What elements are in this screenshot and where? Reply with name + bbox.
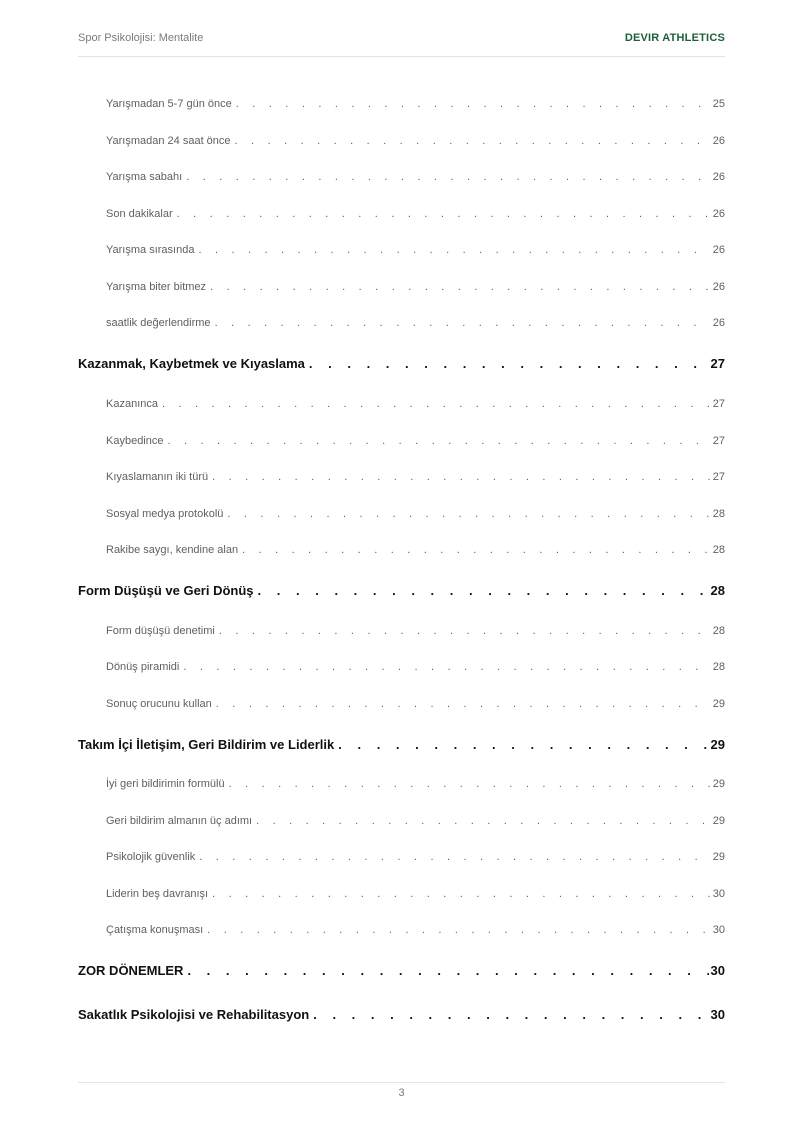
toc-entry-page: 29 (712, 778, 725, 790)
dot-leader (309, 356, 709, 371)
dot-leader (212, 888, 711, 900)
document-title: Spor Psikolojisi: Mentalite (78, 32, 204, 44)
dot-leader (187, 963, 708, 978)
dot-leader (186, 171, 711, 183)
toc-section-page: 27 (710, 356, 725, 371)
toc-section-page: 30 (710, 963, 725, 978)
toc-entry-title: Sosyal medya protokolü (106, 508, 224, 520)
toc-entry[interactable] (106, 807, 725, 827)
dot-leader (212, 471, 711, 483)
toc-entry-title: Yarışmadan 5-7 gün önce (106, 98, 232, 110)
toc-entry[interactable] (106, 653, 725, 673)
toc-entry[interactable] (106, 163, 725, 183)
dot-leader (210, 281, 711, 293)
toc-entry[interactable] (106, 390, 725, 410)
toc-entry-page: 26 (712, 317, 725, 329)
toc-entry-title: İyi geri bildirimin formülü (106, 778, 225, 790)
toc-section-title: Form Düşüşü ve Geri Dönüş (78, 583, 254, 598)
toc-entry-page: 27 (712, 435, 725, 447)
toc-entry[interactable] (106, 536, 725, 556)
dot-leader (216, 698, 711, 710)
toc-entry[interactable] (106, 427, 725, 447)
toc-entry[interactable] (106, 463, 725, 483)
toc-entry-page: 25 (712, 98, 725, 110)
toc-entry-title: Çatışma konuşması (106, 924, 204, 936)
dot-leader (198, 244, 710, 256)
dot-leader (256, 815, 711, 827)
toc-section-entry[interactable] (78, 1002, 725, 1022)
dot-leader (219, 625, 711, 637)
toc-entry-page: 27 (712, 471, 725, 483)
toc-entry-title: Yarışma biter bitmez (106, 281, 207, 293)
dot-leader (183, 661, 710, 673)
toc-entry-page: 26 (712, 171, 725, 183)
toc-entry-title: Sonuç orucunu kullan (106, 698, 212, 710)
toc-entry-page: 28 (712, 508, 725, 520)
toc-entry-page: 26 (712, 208, 725, 220)
toc-entry-title: Yarışma sabahı (106, 171, 183, 183)
dot-leader (215, 317, 711, 329)
toc-section-entry[interactable] (78, 958, 725, 978)
dot-leader (168, 435, 711, 447)
dot-leader (258, 583, 709, 598)
toc-entry-title: Son dakikalar (106, 208, 173, 220)
toc-entry[interactable] (106, 500, 725, 520)
toc-entry[interactable] (106, 843, 725, 863)
dot-leader (236, 98, 711, 110)
toc-entry-page: 26 (712, 135, 725, 147)
toc-entry-title: Yarışmadan 24 saat önce (106, 135, 231, 147)
toc-entry[interactable] (106, 200, 725, 220)
dot-leader (177, 208, 711, 220)
dot-leader (199, 851, 710, 863)
toc-entry-title: Liderin beş davranışı (106, 888, 209, 900)
toc-entry-page: 29 (712, 815, 725, 827)
toc-entry[interactable] (106, 236, 725, 256)
page-number: 3 (398, 1087, 405, 1099)
toc-section-entry[interactable] (78, 732, 725, 752)
toc-entry-title: Kaybedince (106, 435, 164, 447)
toc-entry[interactable] (106, 90, 725, 110)
toc-entry-page: 28 (712, 544, 725, 556)
toc-entry-page: 26 (712, 244, 725, 256)
toc-entry[interactable] (106, 916, 725, 936)
toc-section-page: 30 (710, 1007, 725, 1022)
toc-section-entry[interactable] (78, 351, 725, 371)
toc-entry-page: 26 (712, 281, 725, 293)
brand-name: DEVIR ATHLETICS (624, 32, 725, 44)
dot-leader (229, 778, 711, 790)
dot-leader (207, 924, 711, 936)
toc-entry-title: Kıyaslamanın iki türü (106, 471, 209, 483)
dot-leader (162, 398, 711, 410)
toc-entry[interactable] (106, 617, 725, 637)
toc-section-entry[interactable] (78, 578, 725, 598)
dot-leader (235, 135, 711, 147)
toc-entry-title: Psikolojik güvenlik (106, 851, 196, 863)
toc-entry-title: saatlik değerlendirme (106, 317, 211, 329)
toc-entry-title: Geri bildirim almanın üç adımı (106, 815, 253, 827)
toc-section-title: ZOR DÖNEMLER (78, 963, 184, 978)
toc-entry-page: 30 (712, 924, 725, 936)
toc-section-title: Kazanmak, Kaybetmek ve Kıyaslama (78, 356, 305, 371)
toc-entry-page: 29 (712, 698, 725, 710)
toc-entry[interactable] (106, 770, 725, 790)
toc-section-title: Takım İçi İletişim, Geri Bildirim ve Liderlik (78, 737, 335, 752)
toc-entry-title: Yarışma sırasında (106, 244, 195, 256)
toc-entry-page: 29 (712, 851, 725, 863)
toc-entry[interactable] (106, 690, 725, 710)
toc-entry-page: 30 (712, 888, 725, 900)
dot-leader (338, 737, 708, 752)
toc-entry[interactable] (106, 127, 725, 147)
toc-entry-title: Rakibe saygı, kendine alan (106, 544, 239, 556)
dot-leader (242, 544, 711, 556)
toc-entry-page: 27 (712, 398, 725, 410)
page-footer (78, 1082, 725, 1099)
page-header (78, 0, 725, 57)
toc-entry-title: Form düşüşü denetimi (106, 625, 215, 637)
toc-entry-title: Kazanınca (106, 398, 158, 410)
toc-entry-page: 28 (712, 661, 725, 673)
dot-leader (227, 508, 710, 520)
toc-entry-page: 28 (712, 625, 725, 637)
toc-entry[interactable] (106, 309, 725, 329)
toc-entry[interactable] (106, 273, 725, 293)
toc-section-page: 29 (710, 737, 725, 752)
toc-entry[interactable] (106, 880, 725, 900)
toc-section-page: 28 (710, 583, 725, 598)
toc-section-title: Sakatlık Psikolojisi ve Rehabilitasyon (78, 1007, 310, 1022)
dot-leader (313, 1007, 708, 1022)
toc-entry-title: Dönüş piramidi (106, 661, 180, 673)
